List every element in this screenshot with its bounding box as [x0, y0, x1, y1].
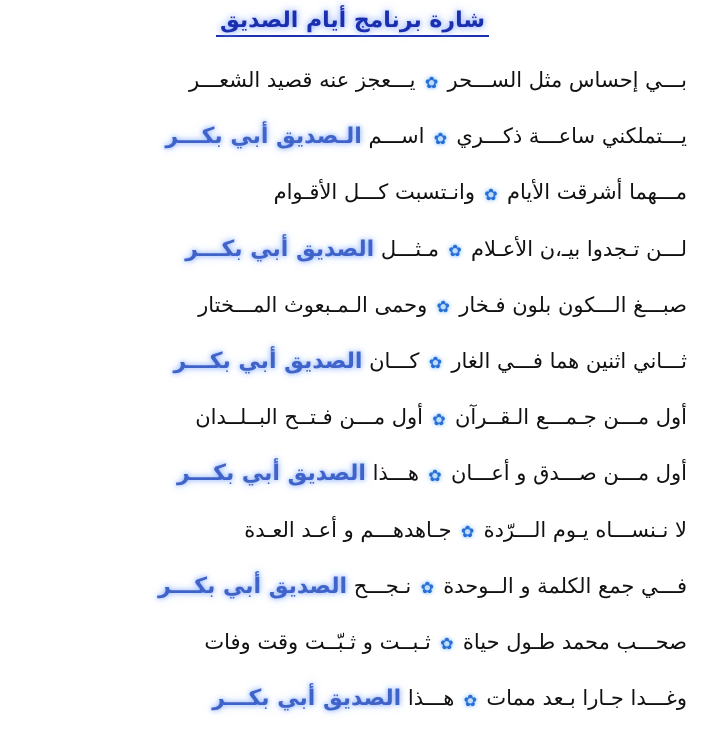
verse-line	[0, 682, 705, 738]
page-title	[0, 8, 705, 33]
first-hemistich: فـــي جمع الكلمة و الــوحدة	[443, 573, 687, 598]
second-hemistich	[158, 574, 411, 599]
first-hemistich: لا نـنســـاه يـوم الـــرّدة	[483, 517, 687, 542]
first-hemistich: ثـــاني اثنين هما فـــي الغار	[451, 348, 687, 373]
second-hemistich	[198, 293, 427, 317]
second-hemistich	[244, 518, 451, 542]
second-hemistich-text: أول مـــن فـتــح البــلــدان	[195, 405, 423, 430]
verse-line	[0, 176, 705, 232]
verse-line	[0, 64, 705, 120]
first-hemistich: لـــن تـجدوا بيـ،ن الأعـلام	[471, 236, 687, 261]
verse-line	[0, 289, 705, 345]
flower-icon: ✿	[420, 578, 434, 598]
first-hemistich: أول مـــن جـمـــع الـقــرآن	[454, 405, 687, 430]
flower-icon: ✿	[424, 72, 439, 92]
flower-icon: ✿	[484, 184, 498, 204]
highlighted-name: الصديق أبي بكـــر	[176, 461, 366, 487]
second-hemistich-text: وحمى الـمـبعوث المـــختار	[198, 292, 428, 317]
second-hemistich	[274, 180, 475, 204]
flower-icon: ✿	[432, 409, 446, 429]
verse-line	[0, 233, 705, 289]
verse-line	[0, 626, 705, 682]
second-hemistich	[189, 68, 415, 92]
second-hemistich	[177, 461, 419, 486]
flower-icon: ✿	[433, 128, 448, 148]
flower-icon: ✿	[460, 522, 475, 541]
second-hemistich	[173, 349, 419, 374]
first-hemistich: صحـــب محمد طـول حياة	[462, 629, 687, 654]
flower-icon: ✿	[463, 690, 478, 710]
flower-icon: ✿	[440, 634, 454, 654]
flower-icon: ✿	[428, 353, 443, 373]
verse-line	[0, 570, 705, 626]
first-hemistich: مـــهما أشرقت الأيام	[506, 180, 687, 205]
highlighted-name: الصديق أبي بكـــر	[212, 686, 402, 712]
second-hemistich	[185, 237, 439, 262]
first-hemistich: يـــتملكني ساعـــة ذكـــري	[456, 124, 687, 149]
highlighted-name: الصديق أبي بكـــر	[173, 348, 363, 374]
flower-icon: ✿	[448, 241, 462, 261]
flower-icon: ✿	[428, 465, 442, 485]
second-hemistich-text: ثـبــت و ثـبّــت وقت وفات	[204, 629, 431, 654]
second-hemistich-text: وانـتسبت كـــل الأقـوام	[273, 180, 475, 205]
second-hemistich-text: جـاهدهـــم و أعـد العـدة	[244, 517, 452, 542]
second-hemistich	[212, 686, 454, 711]
poem	[0, 64, 705, 738]
highlighted-name: الـصديق أبي بكـــر	[165, 124, 362, 150]
highlighted-name: الصديق أبي بكـــر	[158, 573, 348, 599]
second-hemistich-text: هـــذا	[401, 686, 455, 711]
second-hemistich-text: هـــذا	[365, 461, 419, 486]
verse-line	[0, 457, 705, 513]
second-hemistich-text: اســـم	[361, 124, 425, 149]
verse-line	[0, 401, 705, 457]
verse-line	[0, 345, 705, 401]
second-hemistich-text: يـــعجز عنه قصيد الشعـــر	[189, 68, 416, 92]
flower-icon: ✿	[436, 297, 450, 317]
verse-line	[0, 514, 705, 570]
second-hemistich	[195, 405, 423, 429]
second-hemistich-text: مـثـــل	[374, 236, 440, 261]
highlighted-name: الصديق أبي بكـــر	[185, 236, 375, 262]
second-hemistich-text: كـــان	[362, 348, 420, 373]
first-hemistich: صبـــغ الـــكون بلون فـخار	[459, 292, 687, 317]
second-hemistich	[165, 124, 424, 149]
second-hemistich	[204, 630, 431, 654]
first-hemistich: بـــي إحساس مثل الســـحر	[447, 68, 687, 92]
title-text: شارة برنامج أيام الصديق	[216, 8, 489, 37]
first-hemistich: أول مـــن صـــدق و أعـــان	[450, 461, 687, 486]
second-hemistich-text: نـجـــح	[347, 573, 412, 598]
first-hemistich: وغـــدا جـارا بـعد ممات	[486, 686, 687, 711]
verse-line	[0, 120, 705, 176]
